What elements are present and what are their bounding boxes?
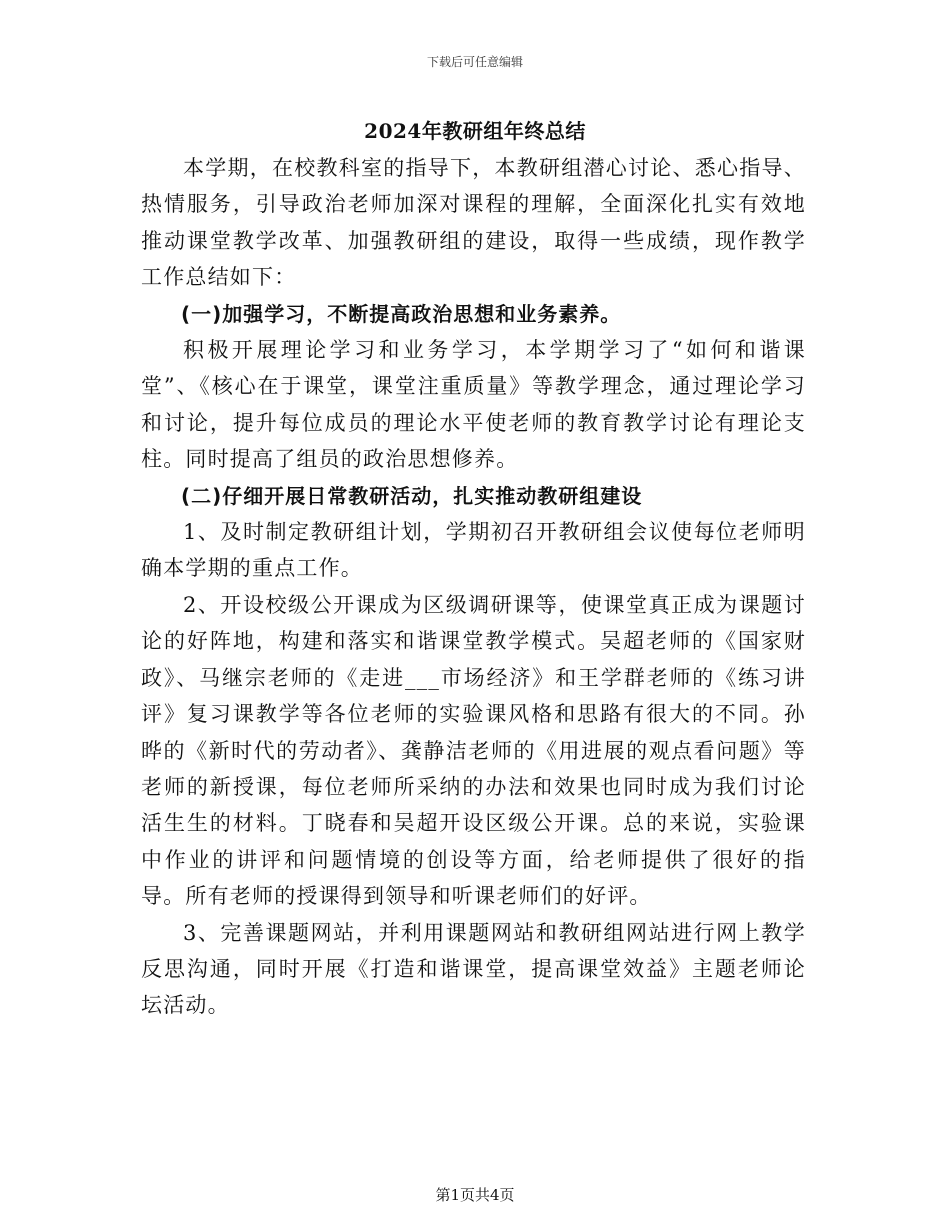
paragraph-study: 积极开展理论学习和业务学习，本学期学习了“如何和谐课堂”、《核心在于课堂，课堂注重质量》等教学理念，通过理论学习和讨论，提升每位成员的理论水平使老师的教育教学讨论有理论支柱。同时提高了组员的政治思想修养。: [141, 338, 806, 472]
paragraph-item-3: 3、完善课题网站，并利用课题网站和教研组网站进行网上教学反思沟通，同时开展《打造和谐课堂，提高课堂效益》主题老师论坛活动。: [141, 920, 806, 1018]
paragraph-item-2: 2、开设校级公开课成为区级调研课等，使课堂真正成为课题讨论的好阵地，构建和落实和谐课堂教学模式。吴超老师的《国家财政》、马继宗老师的《走进___市场经济》和王学群老师的《练习讲评》复习课教学等各位老师的实验课风格和思路有很大的不同。孙晔的《新时代的劳动者》、龚静洁老师的《用进展的观点看问题》等老师的新授课，每位老师所采纳的办法和效果也同时成为我们讨论活生生的材料。丁晓春和吴超开设区级公开课。总的来说，实验课中作业的讲评和问题情境的创设等方面，给老师提供了很好的指导。所有老师的授课得到领导和听课老师们的好评。: [141, 592, 806, 909]
paragraph-item-1: 1、及时制定教研组计划，学期初召开教研组会议使每位老师明确本学期的重点工作。: [141, 520, 806, 581]
document-title: 2024年教研组年终总结: [364, 119, 586, 143]
page-footer: 第1页共4页: [435, 1186, 515, 1204]
paragraph-intro: 本学期，在校教科室的指导下，本教研组潜心讨论、悉心指导、热情服务，引导政治老师加深对课程的理解，全面深化扎实有效地推动课堂教学改革、加强教研组的建设，取得一些成绩，现作教学工作总结如下：: [141, 156, 806, 290]
document-body: [141, 150, 806, 1024]
section-heading-1: (一)加强学习，不断提高政治思想和业务素养。: [181, 301, 622, 326]
page-header: 下载后可任意编辑: [426, 55, 523, 69]
section-heading-2: (二)仔细开展日常教研活动，扎实推动教研组建设: [181, 483, 643, 508]
